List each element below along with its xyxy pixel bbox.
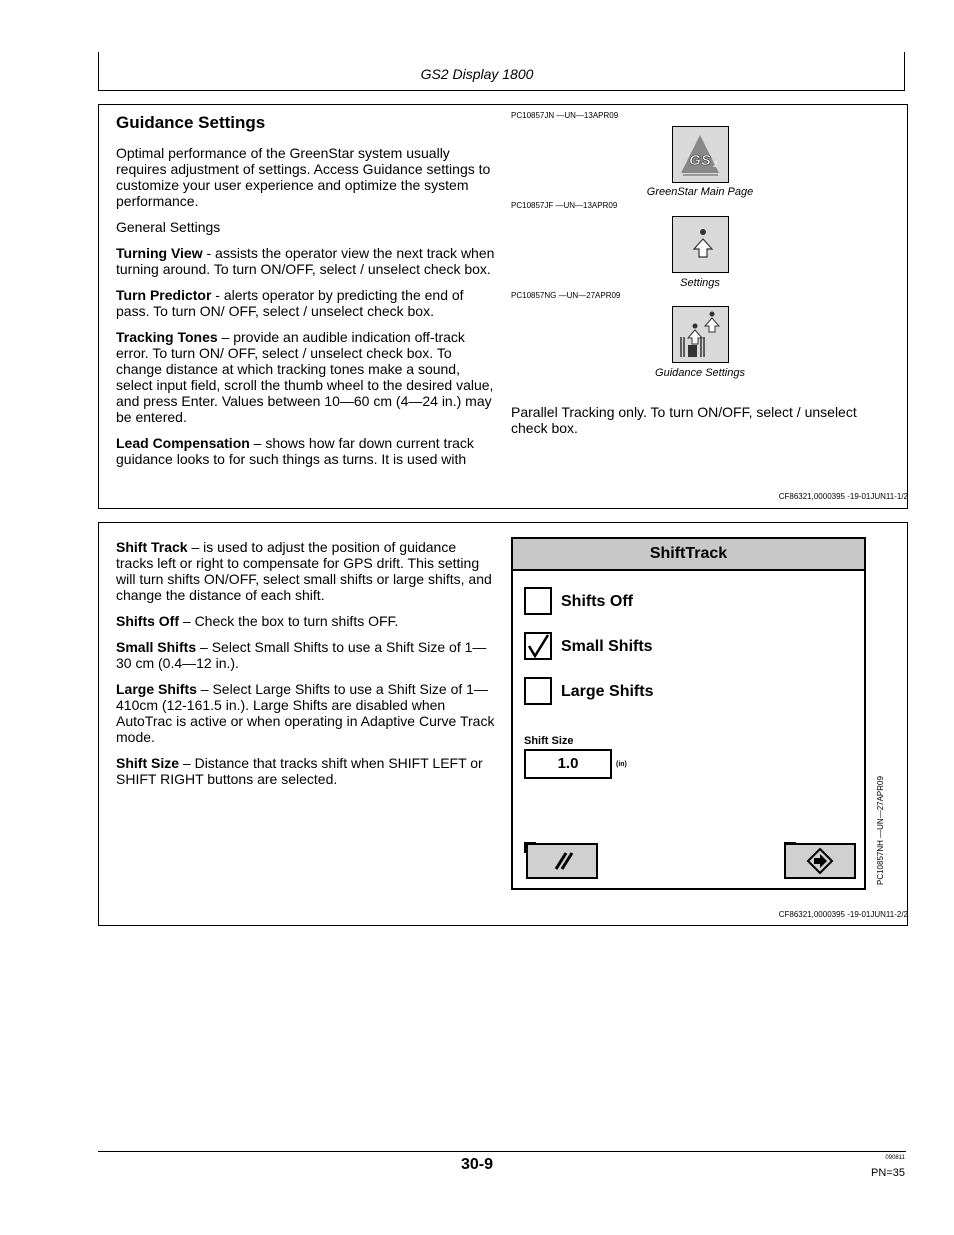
tracking-tones-text: – provide an audible indication off-track error. To turn ON/ OFF, select / unselect check box. To change distance at which tracking tones make a sound, select input field, scroll the thumb wheel to the desired value, and press Enter. Values between 10—60 cm (4—24 in.) may be entered. <box>116 329 494 425</box>
icon-caption: Settings <box>680 277 720 289</box>
parallel-tracking-text: Parallel Tracking only. To turn ON/OFF, select / unselect check box. <box>511 404 857 436</box>
turn-predictor-text: - alerts operator by predicting the end of pass. To turn ON/ OFF, select / unselect check box. <box>116 287 464 319</box>
shift-track-screen <box>511 537 866 890</box>
greenstar-logo-icon <box>672 126 729 183</box>
icon-caption: Guidance Settings <box>655 367 745 379</box>
shift-track-term: Shift Track <box>116 539 188 555</box>
shift-size-text: – Distance that tracks shift when SHIFT LEFT or SHIFT RIGHT buttons are selected. <box>116 755 483 787</box>
shift-softkey-right[interactable] <box>784 843 856 879</box>
shifts-off-paragraph <box>116 613 496 629</box>
pn-label: PN=35 <box>871 1167 905 1179</box>
large-shifts-text: – Select Large Shifts to use a Shift Size of 1— 410cm (12-161.5 in.). Large Shifts are disabled when AutoTrac is active or when operating in Adaptive Curve Track mode. <box>116 681 495 745</box>
figure-code-vertical: PC10857NH —UN—27APR09 <box>876 776 885 885</box>
shift-size-label: Shift Size <box>524 735 574 747</box>
intro-paragraph: Optimal performance of the GreenStar system usually requires adjustment of settings. Access Guidance settings to customize your user experience and optimize the system performance. <box>116 145 491 209</box>
settings-icon <box>672 216 729 273</box>
general-settings-label: General Settings <box>116 219 221 235</box>
large-shifts-paragraph <box>116 681 496 745</box>
diamond-arrow-icon <box>786 845 854 877</box>
tracking-tones-paragraph <box>116 329 496 425</box>
turn-predictor-paragraph <box>116 287 496 319</box>
shift-size-input[interactable]: 1.0 <box>524 749 612 779</box>
lead-compensation-text: – shows how far down current track guidance looks to for such things as turns. It is used with <box>116 435 474 467</box>
large-shifts-term: Large Shifts <box>116 681 197 697</box>
small-shifts-term: Small Shifts <box>116 639 197 655</box>
turning-view-text: - assists the operator view the next track when turning around. To turn ON/OFF, select / unselect check box. <box>116 245 495 277</box>
shifts-off-text: – Check the box to turn shifts OFF. <box>179 613 399 629</box>
guidance-settings-icon <box>672 306 729 363</box>
turn-predictor-term: Turn Predictor <box>116 287 212 303</box>
figure-code: PC10857JN —UN—13APR09 <box>511 111 619 120</box>
lead-compensation-term: Lead Compensation <box>116 435 250 451</box>
checkmark-icon <box>526 634 550 658</box>
date-code: 090811 <box>885 1155 905 1161</box>
section-reference: CF86321,0000395 -19-01JUN11-1/2 <box>778 492 908 501</box>
large-shifts-checkbox[interactable] <box>524 677 552 705</box>
small-shifts-checkbox[interactable] <box>524 632 552 660</box>
turning-view-paragraph <box>116 245 496 277</box>
small-shifts-label: Small Shifts <box>561 638 653 655</box>
icon-caption: GreenStar Main Page <box>646 186 754 198</box>
shifts-off-label: Shifts Off <box>561 593 633 610</box>
shift-track-paragraph <box>116 539 496 603</box>
section2-left-column <box>116 539 496 797</box>
header-bottom-rule <box>98 90 905 91</box>
shift-size-paragraph <box>116 755 496 787</box>
shift-track-text: – is used to adjust the position of guidance tracks left or right to compensate for GPS drift. This setting will turn shifts ON/OFF, select small shifts or large shifts, and change the distance of each shift. <box>116 539 492 603</box>
small-shifts-paragraph <box>116 639 496 671</box>
section1-left-column <box>116 113 496 477</box>
svg-text:GS: GS <box>689 152 711 169</box>
section-reference: CF86321,0000395 -19-01JUN11-2/2 <box>778 910 908 919</box>
figure-code: PC10857NG —UN—27APR09 <box>511 291 621 300</box>
figure-code: PC10857JF —UN—13APR09 <box>511 201 618 210</box>
screen-title: ShiftTrack <box>513 539 864 571</box>
tracking-tones-term: Tracking Tones <box>116 329 218 345</box>
large-shifts-label: Large Shifts <box>561 683 654 700</box>
document-title: GS2 Display 1800 <box>420 66 534 82</box>
footer-rule <box>98 1151 906 1152</box>
turning-view-term: Turning View <box>116 245 203 261</box>
shift-size-term: Shift Size <box>116 755 180 771</box>
small-shifts-text: – Select Small Shifts to use a Shift Size of 1—30 cm (0.4—12 in.). <box>116 639 487 671</box>
shift-softkey-left[interactable] <box>526 843 598 879</box>
lead-compensation-paragraph <box>116 435 496 467</box>
unit-label: (in) <box>616 761 627 768</box>
shifts-off-checkbox[interactable] <box>524 587 552 615</box>
section-heading: Guidance Settings <box>116 113 266 132</box>
shift-lines-icon <box>528 845 596 877</box>
svg-text:2: 2 <box>713 160 718 169</box>
page-number: 30-9 <box>460 1156 494 1173</box>
shifts-off-term: Shifts Off <box>116 613 179 629</box>
